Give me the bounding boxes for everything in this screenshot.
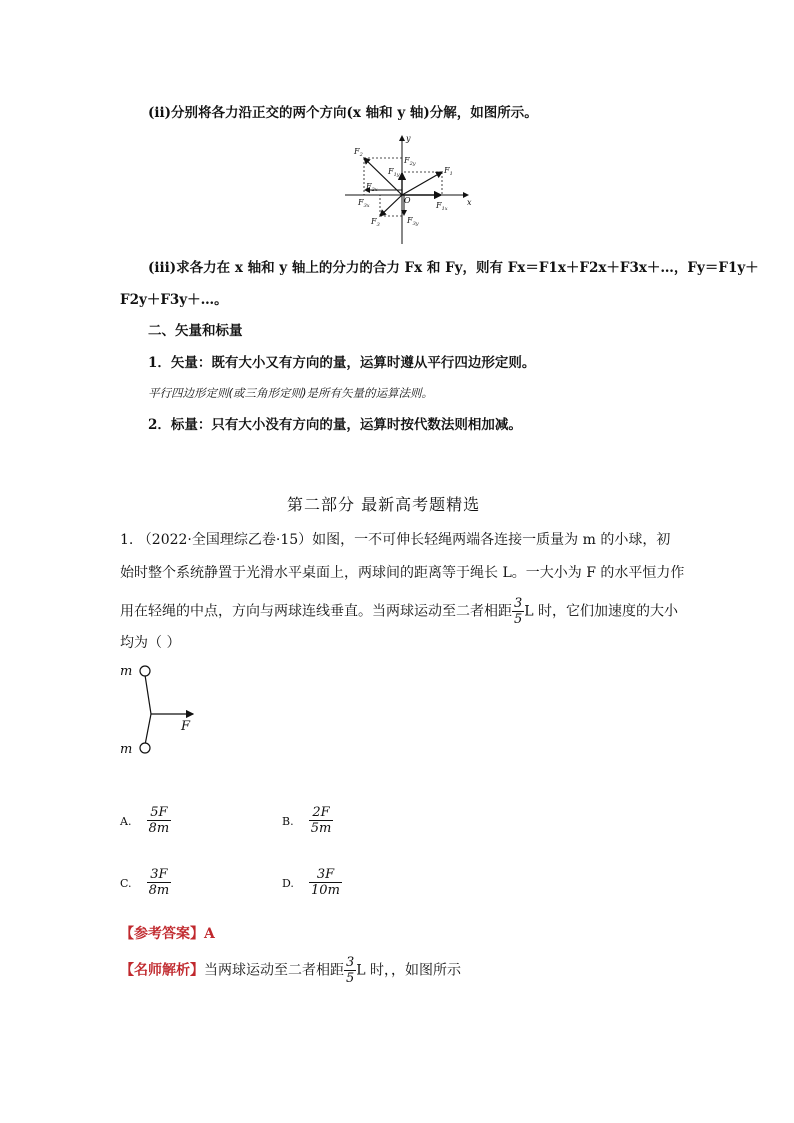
y-axis-label: y bbox=[406, 134, 411, 143]
f1-label: $F_1$ bbox=[444, 166, 453, 177]
f1y-label: $F_{1y}$ bbox=[388, 167, 400, 178]
question-line-2: 始时整个系统静置于光滑水平桌面上，两球间的距离等于绳长 L。一大小为 F 的水平恒力作 bbox=[120, 565, 685, 581]
option-b[interactable]: B. $\frac{2F}{5m}$ bbox=[282, 805, 332, 836]
step-iii-line-2: F2y＋F3y＋…。 bbox=[120, 292, 228, 308]
mass-label-top: m bbox=[120, 664, 133, 679]
analysis-line: 【名师解析】当两球运动至二者相距 $\frac{3}{5}$ L 时，，如图所示 bbox=[120, 955, 462, 986]
force-f1-vector bbox=[402, 172, 442, 195]
heading-vector-scalar: 二、矢量和标量 bbox=[148, 323, 243, 339]
fraction-three-fifths: $\frac{3}{5}$ bbox=[514, 596, 523, 627]
origin-label: O bbox=[404, 196, 411, 205]
ball-bottom bbox=[140, 743, 150, 753]
option-c[interactable]: C. $\frac{3F}{8m}$ bbox=[120, 867, 170, 898]
f3-label: $F_3$ bbox=[371, 217, 380, 228]
force-label: F bbox=[181, 719, 191, 734]
rope-upper bbox=[145, 675, 151, 714]
step-ii-text: (ii)分别将各力沿正交的两个方向(x 轴和 y 轴)分解，如图所示。 bbox=[148, 105, 538, 121]
scalar-definition: 2．标量：只有大小没有方向的量，运算时按代数法则相加减。 bbox=[148, 417, 522, 433]
f3y-label: $F_{3y}$ bbox=[407, 216, 419, 227]
section-title: 第二部分 最新高考题精选 bbox=[287, 495, 481, 514]
f2-label: $F_2$ bbox=[354, 147, 363, 158]
step-iii-line-1: (iii)求各力在 x 轴和 y 轴上的分力的合力 Fx 和 Fy，则有 Fx＝F1x＋F2x＋F3x＋…，Fy＝F1y＋ bbox=[148, 260, 759, 276]
vector-note-handwritten: 平行四边形定则(或三角形定则)是所有矢量的运算法则。 bbox=[148, 386, 433, 400]
mass-label-bottom: m bbox=[120, 742, 133, 755]
question-line-4: 均为（ ） bbox=[120, 635, 181, 651]
f2x-label: $F_{2x}$ bbox=[366, 182, 378, 193]
question-line-3: 用在轻绳的中点，方向与两球连线垂直。当两球运动至二者相距 $\frac{3}{5}$ L 时，它们加速度的大小 bbox=[120, 596, 679, 627]
f3x-label: $F_{3x}$ bbox=[358, 198, 370, 209]
option-d[interactable]: D. $\frac{3F}{10m}$ bbox=[282, 867, 340, 898]
rope-lower bbox=[145, 714, 151, 745]
ball-top bbox=[140, 666, 150, 676]
question-line-1: 1. （2022·全国理综乙卷·15）如图，一不可伸长轻绳两端各连接一质量为 m 的小球，初 bbox=[120, 532, 671, 548]
f1x-label: $F_{1x}$ bbox=[436, 201, 448, 212]
vector-definition: 1．矢量：既有大小又有方向的量，运算时遵从平行四边形定则。 bbox=[148, 355, 536, 371]
force-f3-vector bbox=[380, 195, 402, 216]
option-a[interactable]: A. $\frac{5F}{8m}$ bbox=[120, 805, 170, 836]
x-axis-label: x bbox=[467, 198, 472, 207]
f2y-label: $F_{2y}$ bbox=[404, 156, 416, 167]
rope-balls-figure bbox=[115, 660, 205, 755]
reference-answer: 【参考答案】A bbox=[120, 926, 215, 942]
force-decomposition-diagram bbox=[340, 132, 480, 247]
analysis-fraction: $\frac{3}{5}$ bbox=[346, 955, 355, 986]
